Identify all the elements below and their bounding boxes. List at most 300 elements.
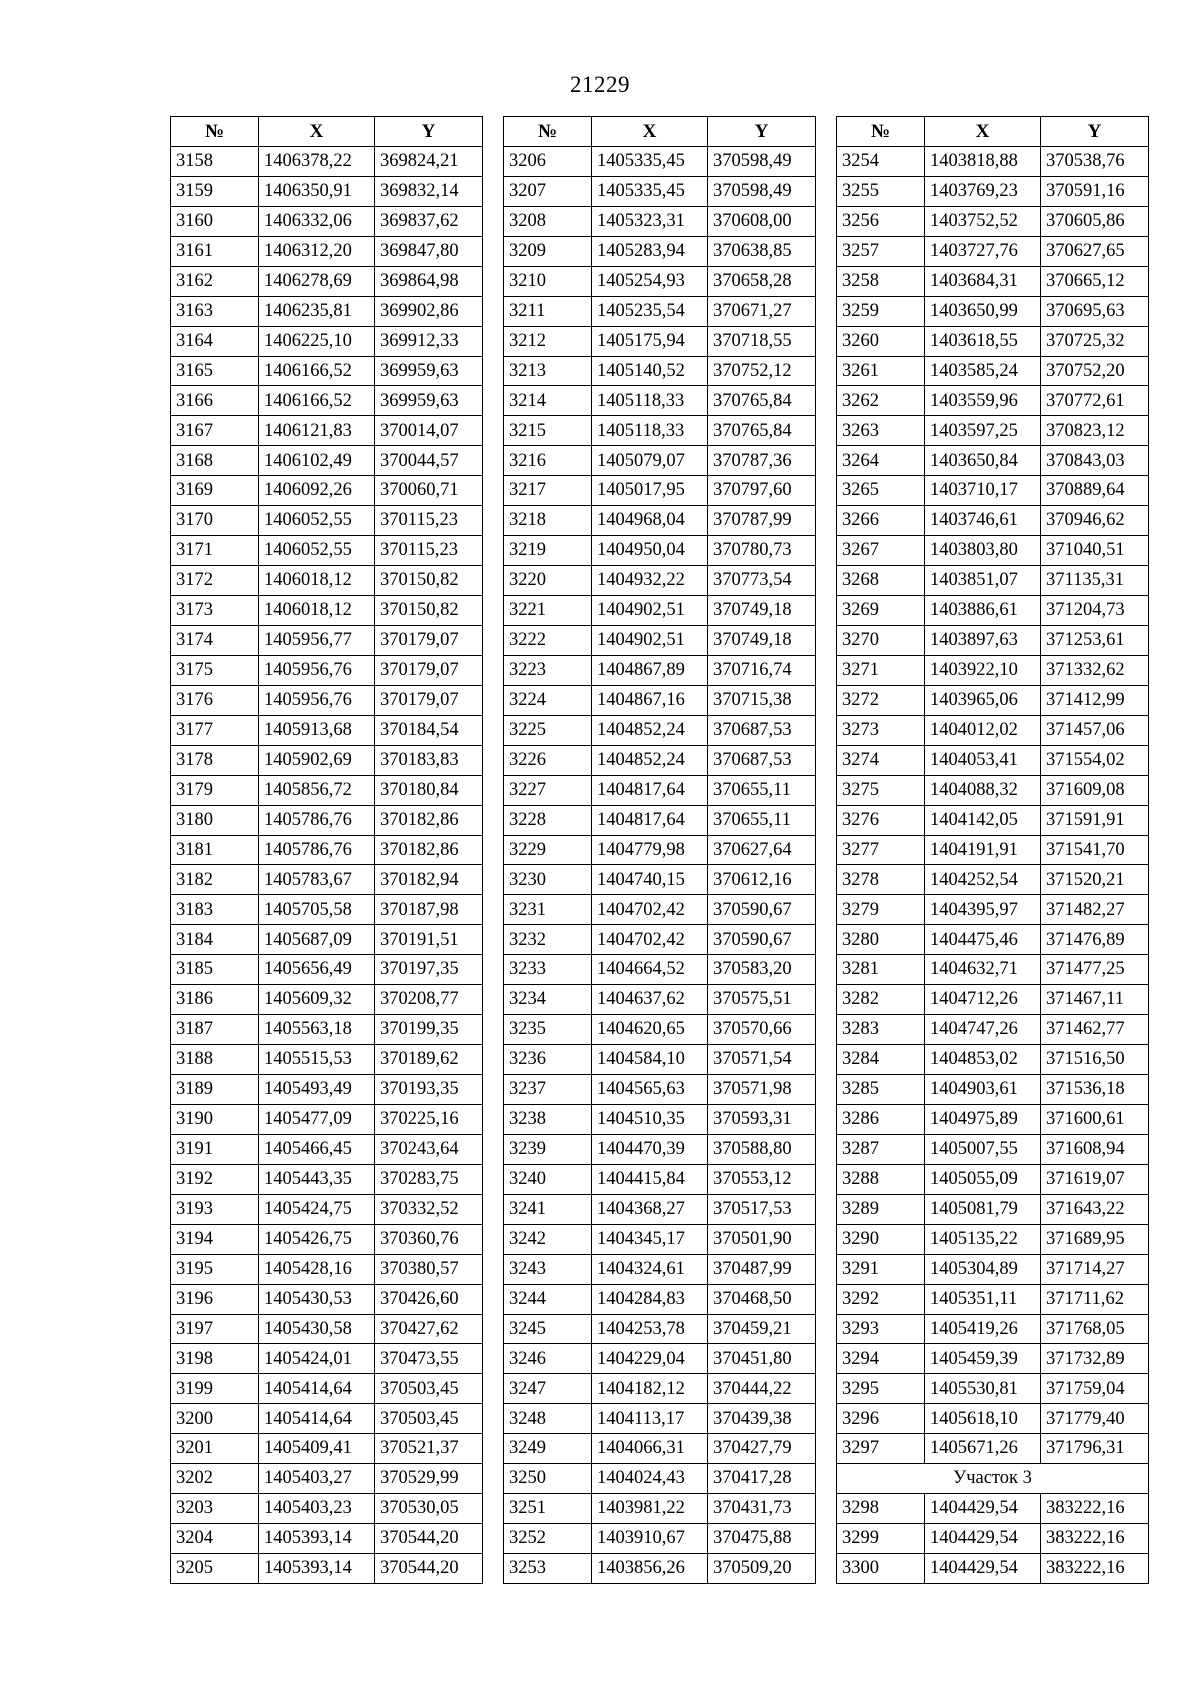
- x-coordinate: 1406235,81: [259, 296, 375, 326]
- point-number: 3283: [837, 1015, 925, 1045]
- table-row: [837, 596, 1149, 626]
- x-coordinate: 1403650,84: [925, 446, 1041, 476]
- x-coordinate: 1404470,39: [592, 1134, 708, 1164]
- x-coordinate: 1404637,62: [592, 985, 708, 1015]
- table-row: [171, 895, 483, 925]
- y-coordinate: 371482,27: [1041, 895, 1149, 925]
- point-number: 3162: [171, 266, 259, 296]
- y-coordinate: 370605,86: [1041, 206, 1149, 236]
- x-coordinate: 1405783,67: [259, 865, 375, 895]
- table-row: [837, 146, 1149, 176]
- y-coordinate: 370182,94: [375, 865, 483, 895]
- table-row: [171, 1344, 483, 1374]
- header-number: №: [171, 117, 259, 147]
- header-number: №: [504, 117, 592, 147]
- y-coordinate: 370521,37: [375, 1434, 483, 1464]
- y-coordinate: 370183,83: [375, 745, 483, 775]
- point-number: 3183: [171, 895, 259, 925]
- x-coordinate: 1405902,69: [259, 745, 375, 775]
- x-coordinate: 1404632,71: [925, 955, 1041, 985]
- x-coordinate: 1405426,75: [259, 1224, 375, 1254]
- point-number: 3170: [171, 506, 259, 536]
- y-coordinate: 370671,27: [708, 296, 816, 326]
- point-number: 3216: [504, 446, 592, 476]
- x-coordinate: 1406052,55: [259, 536, 375, 566]
- table-row: [504, 536, 816, 566]
- table-row: [837, 536, 1149, 566]
- table-row: [504, 236, 816, 266]
- x-coordinate: 1403746,61: [925, 506, 1041, 536]
- point-number: 3172: [171, 566, 259, 596]
- point-number: 3209: [504, 236, 592, 266]
- y-coordinate: 370431,73: [708, 1494, 816, 1524]
- point-number: 3202: [171, 1464, 259, 1494]
- x-coordinate: 1404253,78: [592, 1314, 708, 1344]
- y-coordinate: 370150,82: [375, 566, 483, 596]
- table-row: [837, 1015, 1149, 1045]
- x-coordinate: 1406350,91: [259, 176, 375, 206]
- y-coordinate: 370612,16: [708, 865, 816, 895]
- y-coordinate: 370575,51: [708, 985, 816, 1015]
- y-coordinate: 370752,20: [1041, 356, 1149, 386]
- point-number: 3195: [171, 1254, 259, 1284]
- y-coordinate: 371643,22: [1041, 1194, 1149, 1224]
- table-row: [837, 296, 1149, 326]
- x-coordinate: 1404712,26: [925, 985, 1041, 1015]
- point-number: 3205: [171, 1554, 259, 1584]
- point-number: 3248: [504, 1404, 592, 1434]
- x-coordinate: 1404429,54: [925, 1554, 1041, 1584]
- table-row: [171, 955, 483, 985]
- x-coordinate: 1405786,76: [259, 835, 375, 865]
- table-row: [171, 1134, 483, 1164]
- y-coordinate: 370588,80: [708, 1134, 816, 1164]
- y-coordinate: 370503,45: [375, 1404, 483, 1434]
- table-row: [504, 1404, 816, 1434]
- table-row: [504, 655, 816, 685]
- y-coordinate: 370380,57: [375, 1254, 483, 1284]
- x-coordinate: 1406225,10: [259, 326, 375, 356]
- table-row: [837, 1224, 1149, 1254]
- y-coordinate: 370487,99: [708, 1254, 816, 1284]
- x-coordinate: 1404747,26: [925, 1015, 1041, 1045]
- x-coordinate: 1405403,23: [259, 1494, 375, 1524]
- x-coordinate: 1405428,16: [259, 1254, 375, 1284]
- x-coordinate: 1404395,97: [925, 895, 1041, 925]
- x-coordinate: 1405656,49: [259, 955, 375, 985]
- point-number: 3287: [837, 1134, 925, 1164]
- y-coordinate: 370150,82: [375, 596, 483, 626]
- y-coordinate: 371619,07: [1041, 1164, 1149, 1194]
- y-coordinate: 370182,86: [375, 835, 483, 865]
- table-row: [837, 1284, 1149, 1314]
- y-coordinate: 370655,11: [708, 805, 816, 835]
- point-number: 3193: [171, 1194, 259, 1224]
- x-coordinate: 1405118,33: [592, 416, 708, 446]
- y-coordinate: 370787,36: [708, 446, 816, 476]
- x-coordinate: 1405956,76: [259, 685, 375, 715]
- point-number: 3265: [837, 476, 925, 506]
- x-coordinate: 1404702,42: [592, 925, 708, 955]
- point-number: 3159: [171, 176, 259, 206]
- point-number: 3253: [504, 1554, 592, 1584]
- point-number: 3198: [171, 1344, 259, 1374]
- point-number: 3233: [504, 955, 592, 985]
- point-number: 3158: [171, 146, 259, 176]
- table-row: [171, 476, 483, 506]
- table-row: [171, 1494, 483, 1524]
- table-row: [171, 1045, 483, 1075]
- y-coordinate: 370544,20: [375, 1524, 483, 1554]
- point-number: 3266: [837, 506, 925, 536]
- table-row: [837, 206, 1149, 236]
- table-row: [504, 775, 816, 805]
- y-coordinate: 370823,12: [1041, 416, 1149, 446]
- x-coordinate: 1404024,43: [592, 1464, 708, 1494]
- y-coordinate: 369837,62: [375, 206, 483, 236]
- x-coordinate: 1404779,98: [592, 835, 708, 865]
- table-row: [837, 625, 1149, 655]
- table-row: [837, 1164, 1149, 1194]
- table-row: [504, 1045, 816, 1075]
- x-coordinate: 1406166,52: [259, 386, 375, 416]
- y-coordinate: 370530,05: [375, 1494, 483, 1524]
- table-row: [171, 655, 483, 685]
- y-coordinate: 371332,62: [1041, 655, 1149, 685]
- x-coordinate: 1403710,17: [925, 476, 1041, 506]
- x-coordinate: 1405687,09: [259, 925, 375, 955]
- table-row: [504, 416, 816, 446]
- x-coordinate: 1405414,64: [259, 1374, 375, 1404]
- x-coordinate: 1405424,01: [259, 1344, 375, 1374]
- table-row: [504, 476, 816, 506]
- x-coordinate: 1405351,11: [925, 1284, 1041, 1314]
- point-number: 3203: [171, 1494, 259, 1524]
- point-number: 3250: [504, 1464, 592, 1494]
- point-number: 3167: [171, 416, 259, 446]
- table-row: [171, 536, 483, 566]
- x-coordinate: 1404902,51: [592, 625, 708, 655]
- y-coordinate: 370208,77: [375, 985, 483, 1015]
- table-row: [504, 596, 816, 626]
- point-number: 3210: [504, 266, 592, 296]
- table-row: [837, 236, 1149, 266]
- y-coordinate: 370695,63: [1041, 296, 1149, 326]
- point-number: 3231: [504, 895, 592, 925]
- table-row: [837, 925, 1149, 955]
- point-number: 3223: [504, 655, 592, 685]
- point-number: 3197: [171, 1314, 259, 1344]
- table-row: [837, 1075, 1149, 1105]
- y-coordinate: 369912,33: [375, 326, 483, 356]
- y-coordinate: 370590,67: [708, 895, 816, 925]
- y-coordinate: 370598,49: [708, 176, 816, 206]
- y-coordinate: 370715,38: [708, 685, 816, 715]
- table-row: [171, 1015, 483, 1045]
- table-row: [837, 1494, 1149, 1524]
- x-coordinate: 1405007,55: [925, 1134, 1041, 1164]
- x-coordinate: 1405913,68: [259, 715, 375, 745]
- page-number: 21229: [570, 72, 630, 97]
- header-row: [837, 117, 1149, 147]
- x-coordinate: 1405055,09: [925, 1164, 1041, 1194]
- y-coordinate: 371711,62: [1041, 1284, 1149, 1314]
- header-x: X: [925, 117, 1041, 147]
- table-row: [837, 1554, 1149, 1584]
- point-number: 3182: [171, 865, 259, 895]
- table-row: [504, 715, 816, 745]
- point-number: 3237: [504, 1075, 592, 1105]
- point-number: 3176: [171, 685, 259, 715]
- table-row: [171, 1075, 483, 1105]
- point-number: 3222: [504, 625, 592, 655]
- x-coordinate: 1406092,26: [259, 476, 375, 506]
- y-coordinate: 371536,18: [1041, 1075, 1149, 1105]
- x-coordinate: 1404817,64: [592, 775, 708, 805]
- table-row: [171, 1254, 483, 1284]
- table-row: [504, 625, 816, 655]
- table-row: [504, 326, 816, 356]
- y-coordinate: 370197,35: [375, 955, 483, 985]
- point-number: 3204: [171, 1524, 259, 1554]
- table-row: [504, 506, 816, 536]
- x-coordinate: 1403981,22: [592, 1494, 708, 1524]
- point-number: 3261: [837, 356, 925, 386]
- y-coordinate: 370773,54: [708, 566, 816, 596]
- y-coordinate: 370184,54: [375, 715, 483, 745]
- x-coordinate: 1404740,15: [592, 865, 708, 895]
- x-coordinate: 1406278,69: [259, 266, 375, 296]
- x-coordinate: 1405335,45: [592, 146, 708, 176]
- x-coordinate: 1404902,51: [592, 596, 708, 626]
- y-coordinate: 370417,28: [708, 1464, 816, 1494]
- point-number: 3259: [837, 296, 925, 326]
- y-coordinate: 370180,84: [375, 775, 483, 805]
- y-coordinate: 370593,31: [708, 1104, 816, 1134]
- point-number: 3232: [504, 925, 592, 955]
- y-coordinate: 370797,60: [708, 476, 816, 506]
- x-coordinate: 1405443,35: [259, 1164, 375, 1194]
- x-coordinate: 1404620,65: [592, 1015, 708, 1045]
- point-number: 3192: [171, 1164, 259, 1194]
- y-coordinate: 370608,00: [708, 206, 816, 236]
- y-coordinate: 371732,89: [1041, 1344, 1149, 1374]
- y-coordinate: 370332,52: [375, 1194, 483, 1224]
- y-coordinate: 370243,64: [375, 1134, 483, 1164]
- y-coordinate: 370570,66: [708, 1015, 816, 1045]
- point-number: 3296: [837, 1404, 925, 1434]
- table-row: [171, 176, 483, 206]
- table-row: [837, 685, 1149, 715]
- y-coordinate: 370529,99: [375, 1464, 483, 1494]
- x-coordinate: 1403965,06: [925, 685, 1041, 715]
- table-row: [171, 1404, 483, 1434]
- x-coordinate: 1404182,12: [592, 1374, 708, 1404]
- header-x: X: [259, 117, 375, 147]
- point-number: 3260: [837, 326, 925, 356]
- x-coordinate: 1405466,45: [259, 1134, 375, 1164]
- y-coordinate: 371796,31: [1041, 1434, 1149, 1464]
- table-row: [171, 1284, 483, 1314]
- point-number: 3293: [837, 1314, 925, 1344]
- y-coordinate: 370665,12: [1041, 266, 1149, 296]
- y-coordinate: 383222,16: [1041, 1554, 1149, 1584]
- table-row: [837, 1524, 1149, 1554]
- table-row: [171, 206, 483, 236]
- point-number: 3238: [504, 1104, 592, 1134]
- y-coordinate: 371477,25: [1041, 955, 1149, 985]
- x-coordinate: 1405403,27: [259, 1464, 375, 1494]
- table-row: [171, 506, 483, 536]
- point-number: 3245: [504, 1314, 592, 1344]
- point-number: 3199: [171, 1374, 259, 1404]
- x-coordinate: 1404664,52: [592, 955, 708, 985]
- x-coordinate: 1405563,18: [259, 1015, 375, 1045]
- table-row: [504, 745, 816, 775]
- x-coordinate: 1403684,31: [925, 266, 1041, 296]
- x-coordinate: 1403922,10: [925, 655, 1041, 685]
- x-coordinate: 1404852,24: [592, 715, 708, 745]
- x-coordinate: 1404053,41: [925, 745, 1041, 775]
- y-coordinate: 371253,61: [1041, 625, 1149, 655]
- point-number: 3226: [504, 745, 592, 775]
- table-row: [171, 1194, 483, 1224]
- y-coordinate: 369959,63: [375, 356, 483, 386]
- y-coordinate: 370627,64: [708, 835, 816, 865]
- x-coordinate: 1405856,72: [259, 775, 375, 805]
- point-number: 3270: [837, 625, 925, 655]
- point-number: 3258: [837, 266, 925, 296]
- x-coordinate: 1404252,54: [925, 865, 1041, 895]
- table-row: [837, 266, 1149, 296]
- y-coordinate: 370749,18: [708, 625, 816, 655]
- x-coordinate: 1404429,54: [925, 1524, 1041, 1554]
- table-row: [171, 775, 483, 805]
- point-number: 3263: [837, 416, 925, 446]
- y-coordinate: 369959,63: [375, 386, 483, 416]
- point-number: 3228: [504, 805, 592, 835]
- point-number: 3281: [837, 955, 925, 985]
- y-coordinate: 370687,53: [708, 715, 816, 745]
- y-coordinate: 370179,07: [375, 625, 483, 655]
- table-row: [837, 1104, 1149, 1134]
- y-coordinate: 370427,62: [375, 1314, 483, 1344]
- point-number: 3269: [837, 596, 925, 626]
- table-row: [837, 176, 1149, 206]
- table-row: [504, 1075, 816, 1105]
- point-number: 3273: [837, 715, 925, 745]
- y-coordinate: 370765,84: [708, 416, 816, 446]
- x-coordinate: 1405459,39: [925, 1344, 1041, 1374]
- y-coordinate: 371591,91: [1041, 805, 1149, 835]
- table-row: [504, 446, 816, 476]
- table-row: [504, 835, 816, 865]
- table-row: [171, 296, 483, 326]
- table-row: [504, 865, 816, 895]
- table-row: [171, 1524, 483, 1554]
- table-row: [837, 356, 1149, 386]
- point-number: 3254: [837, 146, 925, 176]
- x-coordinate: 1406166,52: [259, 356, 375, 386]
- x-coordinate: 1403856,26: [592, 1554, 708, 1584]
- x-coordinate: 1405671,26: [925, 1434, 1041, 1464]
- table-row: [171, 146, 483, 176]
- header-row: [504, 117, 816, 147]
- table-row: [171, 625, 483, 655]
- point-number: 3288: [837, 1164, 925, 1194]
- table-row: [171, 416, 483, 446]
- y-coordinate: 371516,50: [1041, 1045, 1149, 1075]
- table-row: [171, 805, 483, 835]
- point-number: 3274: [837, 745, 925, 775]
- table-row: [837, 1254, 1149, 1284]
- table-row: [171, 715, 483, 745]
- x-coordinate: 1404867,89: [592, 655, 708, 685]
- point-number: 3289: [837, 1194, 925, 1224]
- point-number: 3166: [171, 386, 259, 416]
- x-coordinate: 1403597,25: [925, 416, 1041, 446]
- y-coordinate: 370360,76: [375, 1224, 483, 1254]
- point-number: 3220: [504, 566, 592, 596]
- x-coordinate: 1405409,41: [259, 1434, 375, 1464]
- y-coordinate: 370283,75: [375, 1164, 483, 1194]
- table-row: [837, 865, 1149, 895]
- y-coordinate: 371714,27: [1041, 1254, 1149, 1284]
- table-row: [504, 1284, 816, 1314]
- coordinates-table-1: [170, 116, 483, 1584]
- y-coordinate: 369847,80: [375, 236, 483, 266]
- x-coordinate: 1405283,94: [592, 236, 708, 266]
- x-coordinate: 1405118,33: [592, 386, 708, 416]
- x-coordinate: 1405135,22: [925, 1224, 1041, 1254]
- x-coordinate: 1405323,31: [592, 206, 708, 236]
- table-row: [171, 356, 483, 386]
- x-coordinate: 1404324,61: [592, 1254, 708, 1284]
- x-coordinate: 1405956,76: [259, 655, 375, 685]
- point-number: 3168: [171, 446, 259, 476]
- x-coordinate: 1404584,10: [592, 1045, 708, 1075]
- y-coordinate: 370193,35: [375, 1075, 483, 1105]
- y-coordinate: 370459,21: [708, 1314, 816, 1344]
- x-coordinate: 1404950,04: [592, 536, 708, 566]
- y-coordinate: 371457,06: [1041, 715, 1149, 745]
- point-number: 3300: [837, 1554, 925, 1584]
- header-y: Y: [708, 117, 816, 147]
- point-number: 3292: [837, 1284, 925, 1314]
- y-coordinate: 370444,22: [708, 1374, 816, 1404]
- y-coordinate: 370780,73: [708, 536, 816, 566]
- y-coordinate: 370503,45: [375, 1374, 483, 1404]
- y-coordinate: 370439,38: [708, 1404, 816, 1434]
- table-row: [171, 1554, 483, 1584]
- y-coordinate: 370501,90: [708, 1224, 816, 1254]
- x-coordinate: 1405140,52: [592, 356, 708, 386]
- x-coordinate: 1404968,04: [592, 506, 708, 536]
- x-coordinate: 1404903,61: [925, 1075, 1041, 1105]
- point-number: 3249: [504, 1434, 592, 1464]
- y-coordinate: 370598,49: [708, 146, 816, 176]
- point-number: 3271: [837, 655, 925, 685]
- point-number: 3286: [837, 1104, 925, 1134]
- y-coordinate: 370553,12: [708, 1164, 816, 1194]
- table-row: [171, 1374, 483, 1404]
- section-row: [837, 1464, 1149, 1494]
- x-coordinate: 1405609,32: [259, 985, 375, 1015]
- y-coordinate: 371554,02: [1041, 745, 1149, 775]
- point-number: 3227: [504, 775, 592, 805]
- point-number: 3279: [837, 895, 925, 925]
- table-row: [504, 1015, 816, 1045]
